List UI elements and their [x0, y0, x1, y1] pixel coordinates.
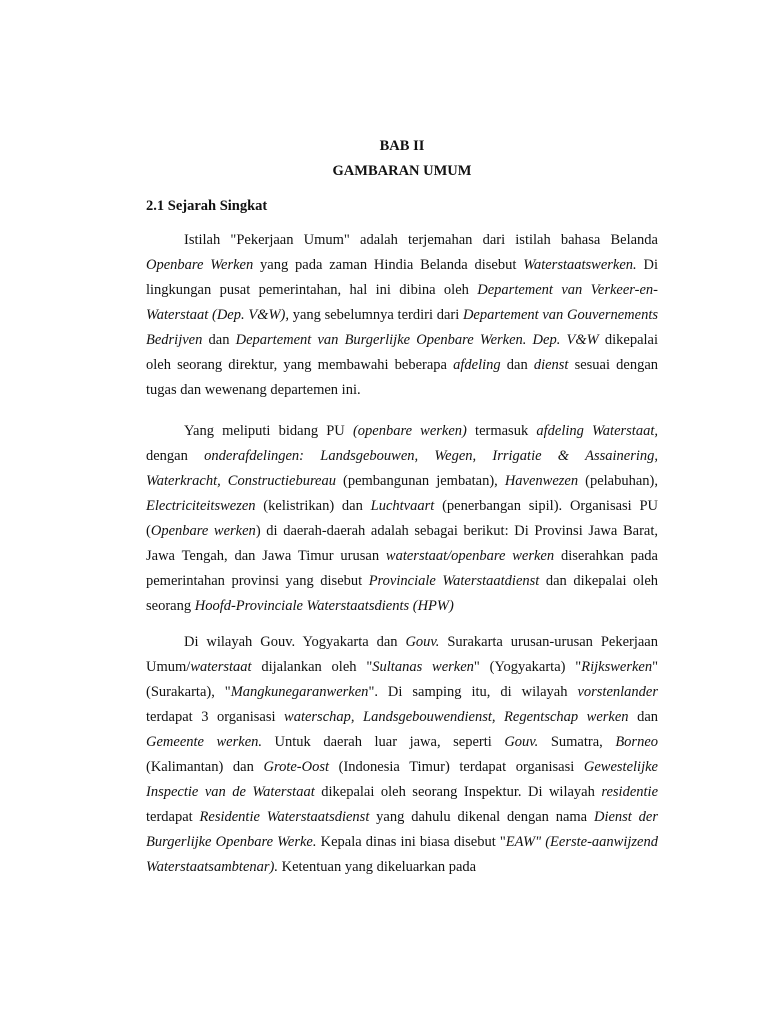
text-run: waterstaat/openbare werken	[385, 548, 555, 564]
text-run: Mangkunegaranwerken	[230, 684, 369, 700]
text-run: yang sebelumnya terdiri dari	[289, 307, 463, 323]
text-run: Departement van Burgerlijke Openbare Werken. Dep. V&W	[235, 332, 599, 348]
text-run: dan	[628, 709, 659, 725]
text-run: Waterstaatswerken.	[523, 257, 637, 273]
text-run: EAW" (Eerste-aanwijzend Waterstaatsambtenar).	[146, 834, 658, 875]
text-run: Havenwezen	[504, 473, 579, 489]
text-run: terdapat 3 organisasi	[146, 709, 285, 725]
text-run: ". Di samping itu, di wilayah	[368, 684, 578, 700]
text-run: terdapat	[146, 809, 200, 825]
text-run: Residentie Waterstaatsdienst	[199, 809, 370, 825]
section-title: 2.1 Sejarah Singkat	[146, 198, 268, 214]
text-run: Untuk daerah luar jawa, seperti	[262, 734, 505, 750]
text-run: Gouv.	[405, 634, 440, 650]
text-run: dijalankan oleh "	[251, 659, 373, 675]
text-run: waterschap, Landsgebouwendienst, Regentschap werken	[284, 709, 629, 725]
paragraph-2	[146, 419, 658, 619]
text-run: dan dikepalai oleh seorang	[146, 573, 659, 614]
chapter-number: BAB II	[379, 138, 425, 154]
text-run: Rijkswerken	[581, 659, 653, 675]
text-run: termasuk	[466, 423, 537, 439]
text-run: (Kalimantan) dan	[146, 759, 264, 775]
text-run: " (Yogyakarta) "	[473, 659, 582, 675]
text-run: onderafdelingen: Landsgebouwen, Wegen, Irrigatie & Assainering, Waterkracht, Constructiebureau	[146, 448, 658, 489]
text-run: Hoofd-Provinciale Waterstaatsdients (HPW)	[194, 598, 454, 614]
paragraph-1	[146, 228, 658, 403]
text-run: dengan	[146, 448, 205, 464]
text-run: Dienst der Burgerlijke Openbare Werke.	[146, 809, 658, 850]
text-run: dikepalai oleh seorang Inspektur. Di wilayah	[314, 784, 602, 800]
text-run: Istilah "Pekerjaan Umum" adalah terjemahan dari istilah bahasa Belanda	[184, 232, 658, 248]
text-run: Openbare werken	[150, 523, 256, 539]
text-run: waterstaat	[190, 659, 252, 675]
text-run: Borneo	[615, 734, 658, 750]
text-run: sesuai dengan tugas dan wewenang departemen ini.	[146, 357, 659, 398]
text-run: (Indonesia Timur) terdapat organisasi	[329, 759, 584, 775]
paragraph-3	[146, 630, 658, 880]
text-run: diserahkan pada pemerintahan provinsi yang disebut	[146, 548, 658, 589]
text-run: Sultanas werken	[372, 659, 474, 675]
text-run: Gewestelijke Inspectie van de Waterstaat	[146, 759, 658, 800]
text-run: dan	[500, 357, 534, 373]
text-run: Sumatra,	[538, 734, 616, 750]
text-run: Electriciteitswezen	[146, 498, 256, 514]
text-run: afdeling	[453, 357, 501, 373]
text-run: Gouv.	[504, 734, 539, 750]
text-run: dan	[202, 332, 236, 348]
document-page	[146, 134, 658, 880]
text-run: dikepalai oleh seorang direktur, yang membawahi beberapa	[146, 332, 658, 373]
text-run: Provinciale Waterstaatdienst	[368, 573, 540, 589]
text-run: vorstenlander	[577, 684, 658, 700]
text-run: residentie	[601, 784, 658, 800]
text-run: (kelistrikan) dan	[255, 498, 371, 514]
chapter-title: GAMBARAN UMUM	[332, 163, 472, 179]
text-run: Kepala dinas ini biasa disebut "	[316, 834, 506, 850]
text-run: Yang meliputi bidang PU	[184, 423, 353, 439]
text-run: " (Surakarta), "	[146, 659, 659, 700]
text-run: Grote-Oost	[263, 759, 330, 775]
text-run: yang dahulu dikenal dengan nama	[369, 809, 594, 825]
text-run: Departement van Gouvernements Bedrijven	[146, 307, 658, 348]
text-run: Di lingkungan pusat pemerintahan, hal ini dibina oleh	[146, 257, 658, 298]
text-run: Openbare Werken	[146, 257, 254, 273]
text-run: (pembangunan jembatan),	[336, 473, 505, 489]
text-run: afdeling Waterstaat,	[536, 423, 658, 439]
text-run: Di wilayah Gouv. Yogyakarta dan	[184, 634, 406, 650]
text-run: Surakarta urusan-urusan Pekerjaan Umum/	[146, 634, 658, 675]
text-run: ) di daerah-daerah adalah sebagai berikut: Di Provinsi Jawa Barat, Jawa Tengah, dan Jawa Timur urusan	[146, 523, 658, 564]
text-run: (penerbangan sipil). Organisasi PU (	[146, 498, 658, 539]
text-run: (pelabuhan),	[578, 473, 658, 489]
text-run: Departement van Verkeer-en-Waterstaat (Dep. V&W),	[146, 282, 658, 323]
text-run: yang pada zaman Hindia Belanda disebut	[253, 257, 524, 273]
text-run: Luchtvaart	[370, 498, 435, 514]
text-run: Ketentuan yang dikeluarkan pada	[277, 859, 477, 875]
text-run: (openbare werken)	[352, 423, 467, 439]
text-run: Gemeente werken.	[146, 734, 262, 750]
text-run: dienst	[533, 357, 569, 373]
